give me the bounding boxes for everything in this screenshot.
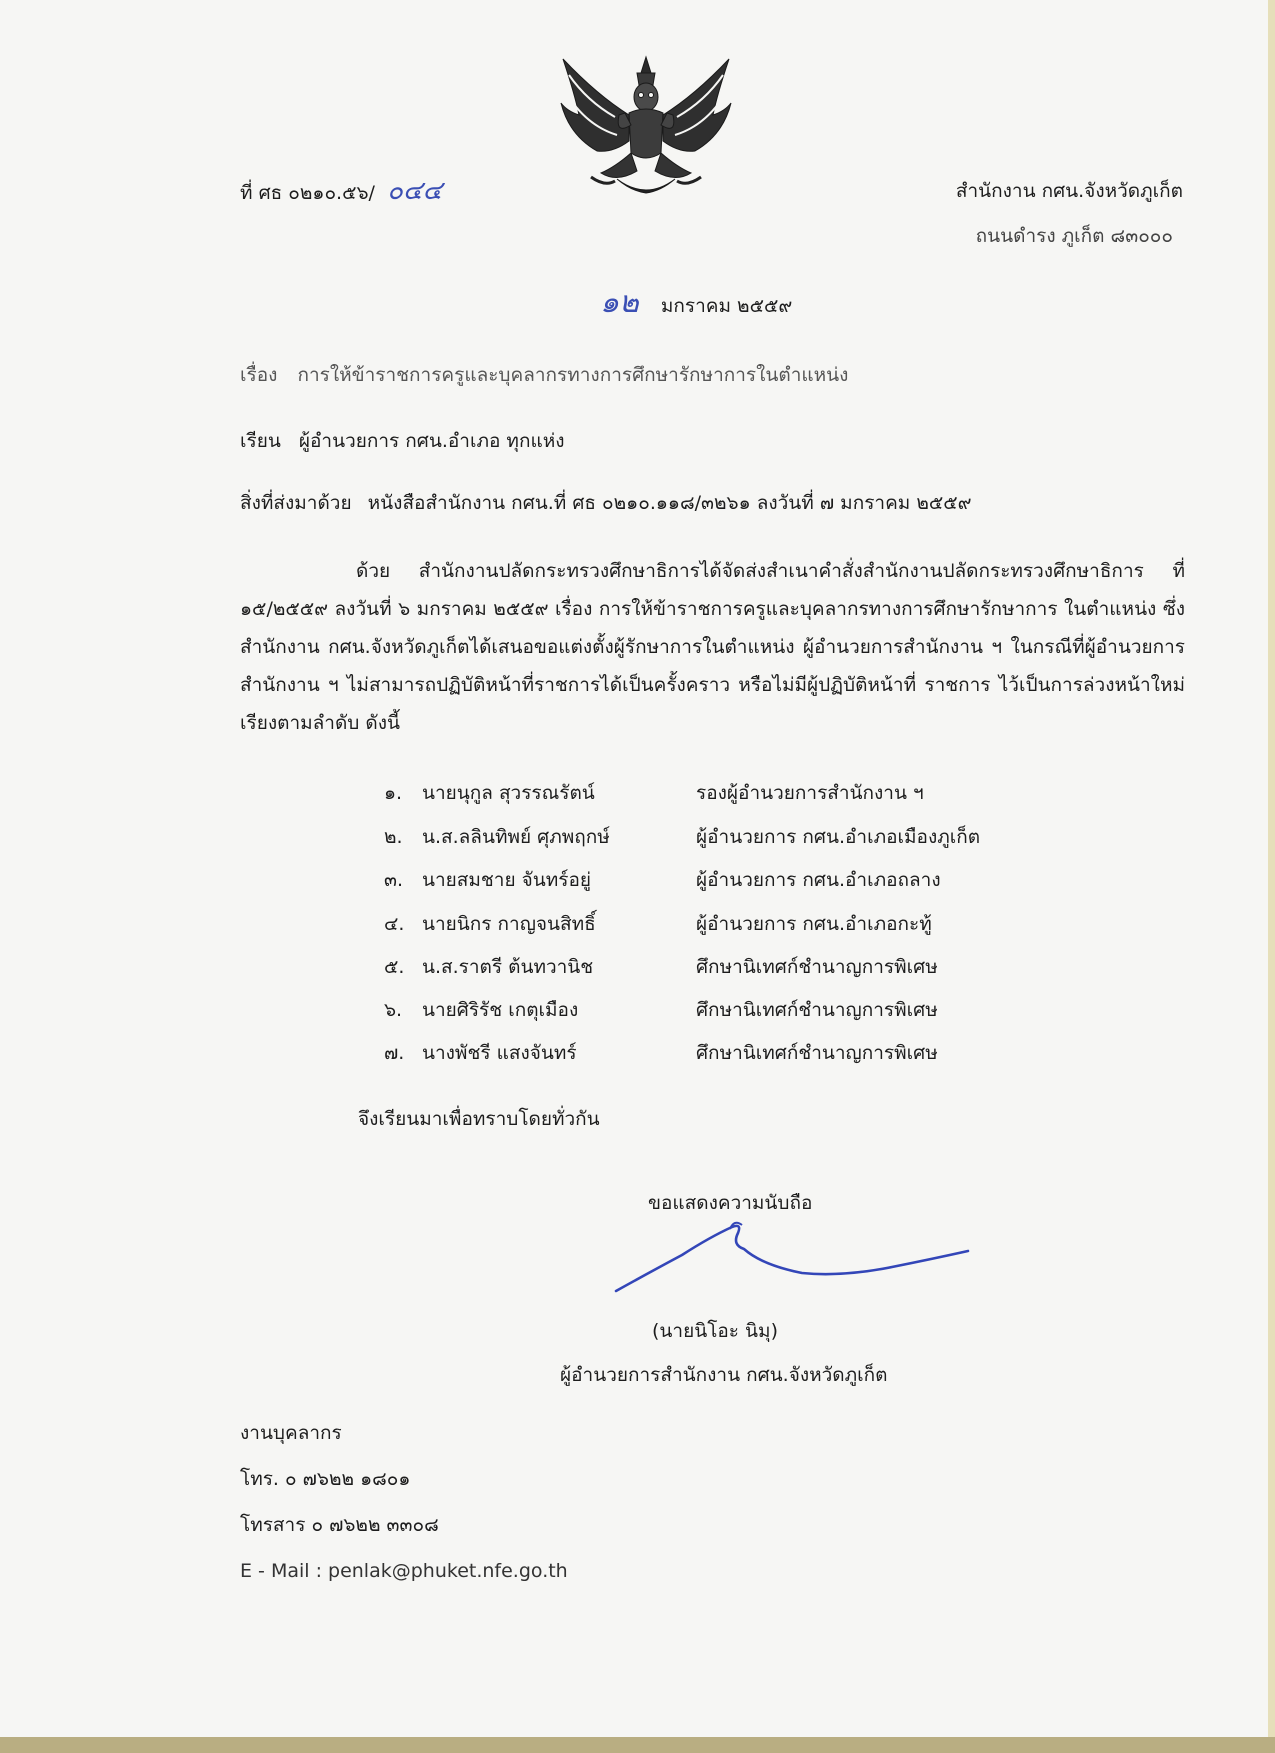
signer-name: (นายนิโอะ นิมุ) [652,1320,778,1342]
appointee-position: ผู้อำนวยการ กศน.อำเภอกะทู้ [696,913,932,935]
appointee-number: ๕. [384,956,405,978]
list-item [384,824,980,850]
handwritten-signature [612,1215,972,1295]
date-handwritten-day: ๑๒ [600,285,639,320]
appointee-name: นายนิกร กาญจนสิทธิ์ [422,913,596,935]
appointee-number: ๖. [384,999,403,1021]
appointee-name: นายนุกูล สุวรรณรัตน์ [422,782,595,804]
appointee-name: นายศิริรัช เกตุเมือง [422,999,579,1021]
appointee-name: น.ส.ราตรี ต้นทวานิช [422,956,594,978]
list-item [384,997,938,1023]
appointee-name: นางพัชรี แสงจันทร์ [422,1042,577,1064]
signer-position: ผู้อำนวยการสำนักงาน กศน.จังหวัดภูเก็ต [560,1364,888,1386]
appointee-position: รองผู้อำนวยการสำนักงาน ฯ [696,782,924,804]
footer-fax: โทรสาร ๐ ๗๖๒๒ ๓๓๐๘ [240,1514,439,1536]
appointee-number: ๒. [384,826,403,848]
enclosure-label: สิ่งที่ส่งมาด้วย [240,492,352,514]
list-item [384,954,938,980]
subject-text: การให้ข้าราชการครูและบุคลากรทางการศึกษารักษาการในตำแหน่ง [297,364,849,386]
appointee-position: ศึกษานิเทศก์ชำนาญการพิเศษ [696,1042,938,1064]
appointee-number: ๔. [384,913,405,935]
list-item [384,1040,938,1066]
enclosure-line [240,490,972,516]
complimentary-close: ขอแสดงความนับถือ [648,1192,813,1214]
reference-number [240,178,442,206]
list-item [384,780,924,806]
reference-prefix: ที่ ศธ ๐๒๑๐.๕๖/ [240,182,375,204]
appointee-name: น.ส.ลลินทิพย์ ศุภพฤกษ์ [422,826,610,848]
list-item [384,867,941,893]
office-name: สำนักงาน กศน.จังหวัดภูเก็ต [955,180,1183,202]
subject-line [240,362,848,388]
body-paragraph: ด้วย สำนักงานปลัดกระทรวงศึกษาธิการได้จัดส่งสำเนาคำสั่งสำนักงานปลัดกระทรวงศึกษาธิการ ที่ ๑๕/๒๕๕๙ ลงวันที่ ๖ มกราคม ๒๕๕๙ เรื่อง การให้ข้าราชการครูและบุคลากรทางการศึกษารักษาการ ในตำแหน่ง ซึ่งสำนักงาน กศน.จังหวัดภูเก็ตได้เสนอขอแต่งตั้งผู้รักษาการในตำแหน่ง ผู้อำนวยการสำนักงาน ฯ ในกรณีที่ผู้อำนวยการสำนักงาน ฯ ไม่สามารถปฏิบัติหน้าที่ราชการได้เป็นครั้งคราว หรือไม่มีผู้ปฏิบัติหน้าที่ ราชการ ไว้เป็นการล่วงหน้าใหม่ เรียงตามลำดับ ดังนี้ [240,560,1185,734]
footer-department: งานบุคลากร [240,1422,342,1444]
salutation-line [240,428,565,454]
office-address: ถนนดำรง ภูเก็ต ๘๓๐๐๐ [975,225,1173,247]
appointee-number: ๑. [384,782,403,804]
letter-date [600,285,793,320]
salutation-label: เรียน [240,430,281,452]
appointee-position: ผู้อำนวยการ กศน.อำเภอเมืองภูเก็ต [696,826,981,848]
footer-phone: โทร. ๐ ๗๖๒๒ ๑๘๐๑ [240,1468,411,1490]
subject-label: เรื่อง [240,364,278,386]
appointee-position: ศึกษานิเทศก์ชำนาญการพิเศษ [696,999,938,1021]
appointee-name: นายสมชาย จันทร์อยู่ [422,869,592,891]
appointee-position: ศึกษานิเทศก์ชำนาญการพิเศษ [696,956,938,978]
footer-email: E - Mail : penlak@phuket.nfe.go.th [240,1560,568,1582]
list-item [384,911,932,937]
garuda-emblem-icon [557,55,735,201]
date-month-year: มกราคม ๒๕๕๙ [660,295,793,317]
appointee-number: ๗. [384,1042,405,1064]
salutation-recipient: ผู้อำนวยการ กศน.อำเภอ ทุกแห่ง [298,430,565,452]
appointee-number: ๓. [384,869,404,891]
closing-line: จึงเรียนมาเพื่อทราบโดยทั่วกัน [358,1108,600,1130]
appointee-position: ผู้อำนวยการ กศน.อำเภอถลาง [696,869,941,891]
scan-edge [0,1737,1275,1753]
enclosure-text: หนังสือสำนักงาน กศน.ที่ ศธ ๐๒๑๐.๑๑๘/๓๒๖๑ ลงวันที่ ๗ มกราคม ๒๕๕๙ [367,492,972,514]
reference-handwritten-number: ๐๔๔ [386,176,443,206]
